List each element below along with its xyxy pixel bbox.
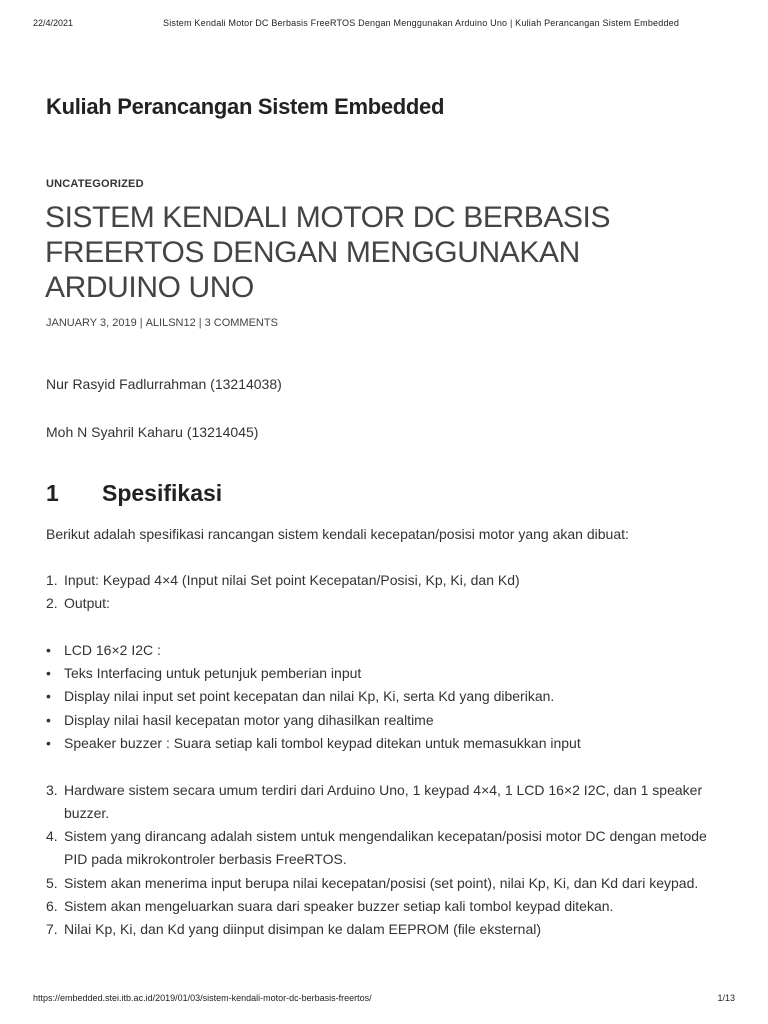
list-text: Nilai Kp, Ki, dan Kd yang diinput disimpan ke dalam EEPROM (file eksternal) xyxy=(64,921,541,937)
bullet-dot: • xyxy=(46,665,51,681)
post-comments-link[interactable]: 3 COMMENTS xyxy=(204,317,278,329)
bullet-dot: • xyxy=(46,735,51,751)
bullet-text: Display nilai input set point kecepatan dan nilai Kp, Ki, serta Kd yang diberikan. xyxy=(64,688,555,704)
list-item xyxy=(46,918,726,941)
list-item xyxy=(46,779,726,825)
list-text: Input: Keypad 4×4 (Input nilai Set point Kecepatan/Posisi, Kp, Ki, dan Kd) xyxy=(64,572,520,588)
post-category[interactable]: UNCATEGORIZED xyxy=(46,178,144,190)
list-number: 1. xyxy=(46,572,58,588)
bullet-item xyxy=(46,662,726,685)
list-item xyxy=(46,569,726,592)
list-number: 3. xyxy=(46,782,58,798)
print-document-title: Sistem Kendali Motor DC Berbasis FreeRTOS Dengan Menggunakan Arduino Uno | Kuliah Perancangan Sistem Embedded xyxy=(163,18,680,28)
page-number: 1/13 xyxy=(717,993,735,1003)
bullet-text: Display nilai hasil kecepatan motor yang dihasilkan realtime xyxy=(64,712,434,728)
author-line: Moh N Syahril Kaharu (13214045) xyxy=(46,424,259,440)
list-text: Hardware sistem secara umum terdiri dari Arduino Uno, 1 keypad 4×4, 1 LCD 16×2 I2C, dan 1 speaker buzzer. xyxy=(64,782,703,821)
bullet-text: Teks Interfacing untuk petunjuk pemberian input xyxy=(64,665,362,681)
meta-separator: | xyxy=(139,317,143,329)
list-number: 6. xyxy=(46,898,58,914)
list-item xyxy=(46,825,726,871)
author-line: Nur Rasyid Fadlurrahman (13214038) xyxy=(46,376,282,392)
bullet-item xyxy=(46,685,726,708)
list-text: Sistem akan menerima input berupa nilai kecepatan/posisi (set point), nilai Kp, Ki, dan Kd dari keypad. xyxy=(64,875,699,891)
list-number: 5. xyxy=(46,875,58,891)
meta-separator: | xyxy=(198,317,202,329)
bullet-text: LCD 16×2 I2C : xyxy=(64,642,161,658)
section-number: 1 xyxy=(46,480,59,506)
bullet-dot: • xyxy=(46,688,51,704)
post-author[interactable]: ALILSN12 xyxy=(145,317,196,329)
list-number: 2. xyxy=(46,595,58,611)
bullet-dot: • xyxy=(46,712,51,728)
bullet-dot: • xyxy=(46,642,51,658)
post-date[interactable]: JANUARY 3, 2019 xyxy=(46,317,137,329)
post-meta xyxy=(46,317,278,329)
print-date: 22/4/2021 xyxy=(33,18,74,28)
section-title: Spesifikasi xyxy=(102,480,223,506)
bullet-item xyxy=(46,639,726,662)
post-title: SISTEM KENDALI MOTOR DC BERBASIS FREERTOS DENGAN MENGGUNAKAN ARDUINO UNO xyxy=(45,201,611,304)
site-title[interactable]: Kuliah Perancangan Sistem Embedded xyxy=(46,94,445,119)
list-item xyxy=(46,895,726,918)
print-url: https://embedded.stei.itb.ac.id/2019/01/03/sistem-kendali-motor-dc-berbasis-freertos/ xyxy=(33,993,372,1003)
bullet-item xyxy=(46,732,726,755)
list-text: Sistem yang dirancang adalah sistem untuk mengendalikan kecepatan/posisi motor DC dengan metode PID pada mikrokontroler berbasis FreeRTOS. xyxy=(64,828,707,867)
list-number: 7. xyxy=(46,921,58,937)
bullet-item xyxy=(46,709,726,732)
bullet-text: Speaker buzzer : Suara setiap kali tombol keypad ditekan untuk memasukkan input xyxy=(64,735,581,751)
list-item xyxy=(46,872,726,895)
intro-paragraph: Berikut adalah spesifikasi rancangan sistem kendali kecepatan/posisi motor yang akan dibuat: xyxy=(46,526,629,542)
list-item xyxy=(46,592,726,615)
list-number: 4. xyxy=(46,828,58,844)
list-text: Output: xyxy=(64,595,110,611)
list-text: Sistem akan mengeluarkan suara dari speaker buzzer setiap kali tombol keypad ditekan. xyxy=(64,898,614,914)
section-heading xyxy=(46,480,222,507)
